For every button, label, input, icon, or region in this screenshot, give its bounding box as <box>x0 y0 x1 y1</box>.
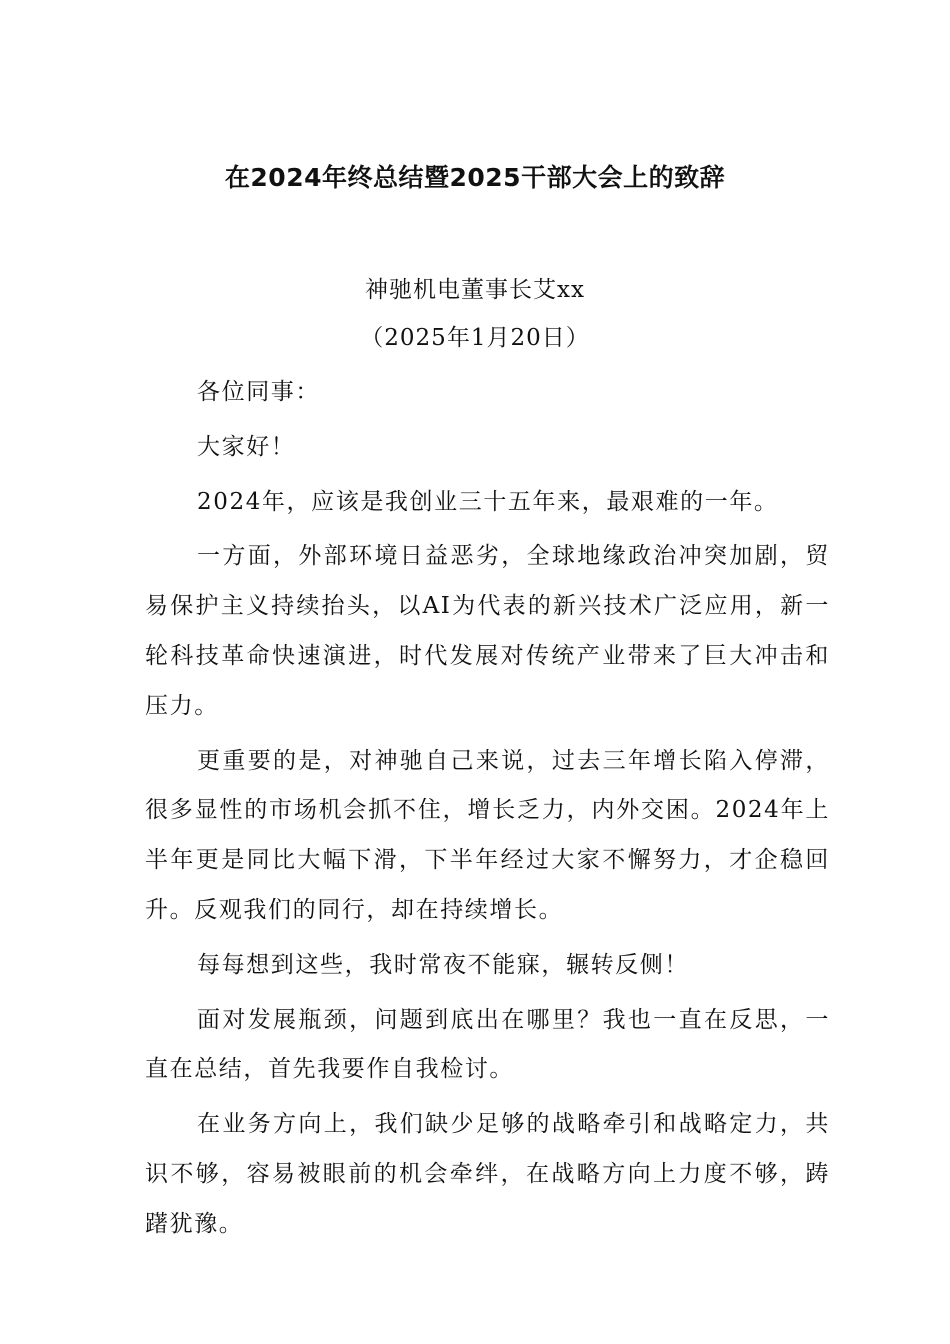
document-title: 在2024年终总结暨2025干部大会上的致辞 <box>224 163 726 192</box>
paragraph-greeting: 大家好！ <box>197 433 296 460</box>
date-line: （2025年1月20日） <box>360 325 590 351</box>
paragraph: 每每想到这些，我时常夜不能寐，辗转反侧！ <box>197 951 689 978</box>
paragraph: 更重要的是，对神驰自己来说，过去三年增长陷入停滞，很多显性的市场机会抓不住，增长乏力，内外交困。2024年上半年更是同比大幅下滑，下半年经过大家不懈努力，才企稳回升。反观我们的同行，却在持续增长。 <box>145 747 830 923</box>
author-line: 神驰机电董事长艾xx <box>365 277 585 303</box>
paragraph: 2024年，应该是我创业三十五年来，最艰难的一年。 <box>197 488 779 515</box>
document-body <box>145 368 830 1255</box>
paragraph: 在业务方向上，我们缺少足够的战略牵引和战略定力，共识不够，容易被眼前的机会牵绊，在战略方向上力度不够，踌躇犹豫。 <box>145 1111 830 1237</box>
paragraph-salutation: 各位同事： <box>197 379 320 405</box>
paragraph: 一方面，外部环境日益恶劣，全球地缘政治冲突加剧，贸易保护主义持续抬头，以AI为代表的新兴技术广泛应用，新一轮科技革命快速演进，时代发展对传统产业带来了巨大冲击和压力。 <box>145 543 830 719</box>
paragraph: 面对发展瓶颈，问题到底出在哪里？我也一直在反思，一直在总结，首先我要作自我检讨。 <box>145 1006 830 1083</box>
